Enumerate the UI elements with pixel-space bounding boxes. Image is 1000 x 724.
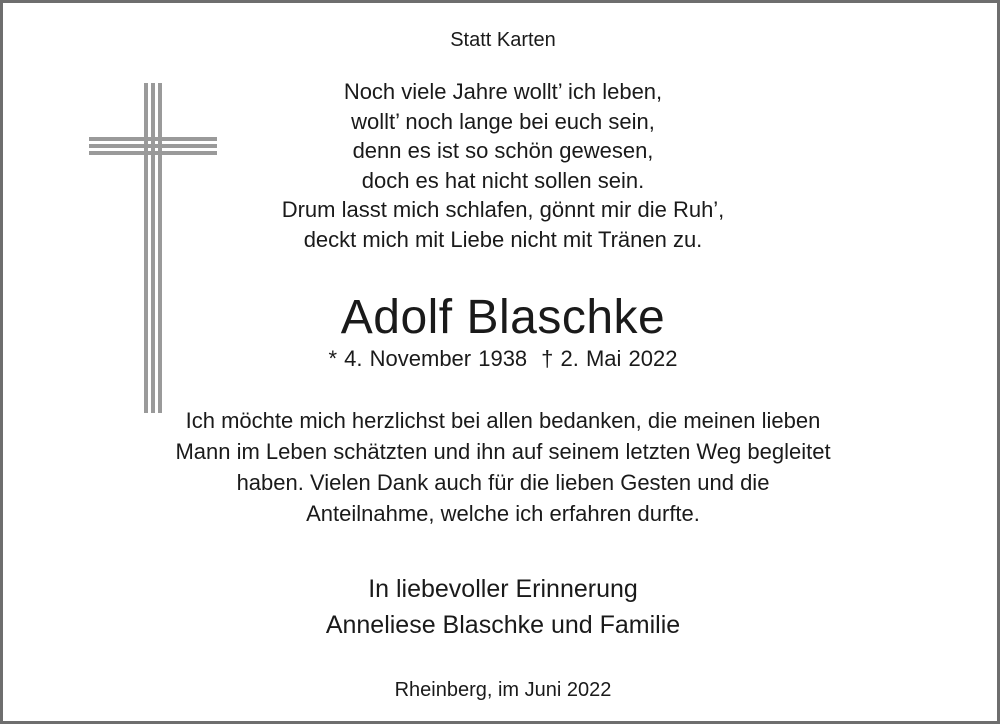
closing-line: In liebevoller Erinnerung (368, 575, 638, 603)
poem-line: deckt mich mit Liebe nicht mit Tränen zu. (303, 226, 703, 252)
thanks-line: Anteilnahme, welche ich erfahren durfte. (306, 501, 700, 526)
life-dates (3, 346, 1000, 372)
closing (3, 571, 1000, 643)
mourners: Anneliese Blaschke und Familie (325, 611, 681, 639)
poem-line: wollt’ noch lange bei euch sein, (351, 108, 655, 134)
birth-date: * 4. November 1938 (328, 346, 528, 371)
thanks-line: Ich möchte mich herzlichst bei allen bedanken, die meinen lieben (185, 408, 821, 433)
poem-line: doch es hat nicht sollen sein. (361, 167, 645, 193)
poem (3, 77, 1000, 254)
place-date: Rheinberg, im Juni 2022 (394, 679, 612, 701)
deceased-name: Adolf Blaschke (340, 291, 666, 344)
death-date: † 2. Mai 2022 (541, 346, 678, 371)
thanks-line: Mann im Leben schätzten und ihn auf seinem letzten Weg begleitet (175, 439, 831, 464)
poem-line: Noch viele Jahre wollt’ ich leben, (343, 79, 663, 104)
thanks-text (3, 405, 1000, 529)
poem-line: denn es ist so schön gewesen, (352, 138, 654, 163)
notice-header: Statt Karten (450, 29, 556, 51)
thanks-line: haben. Vielen Dank auch für die lieben Gesten und die (236, 470, 770, 495)
poem-line: Drum lasst mich schlafen, gönnt mir die Ruh’, (281, 197, 725, 222)
